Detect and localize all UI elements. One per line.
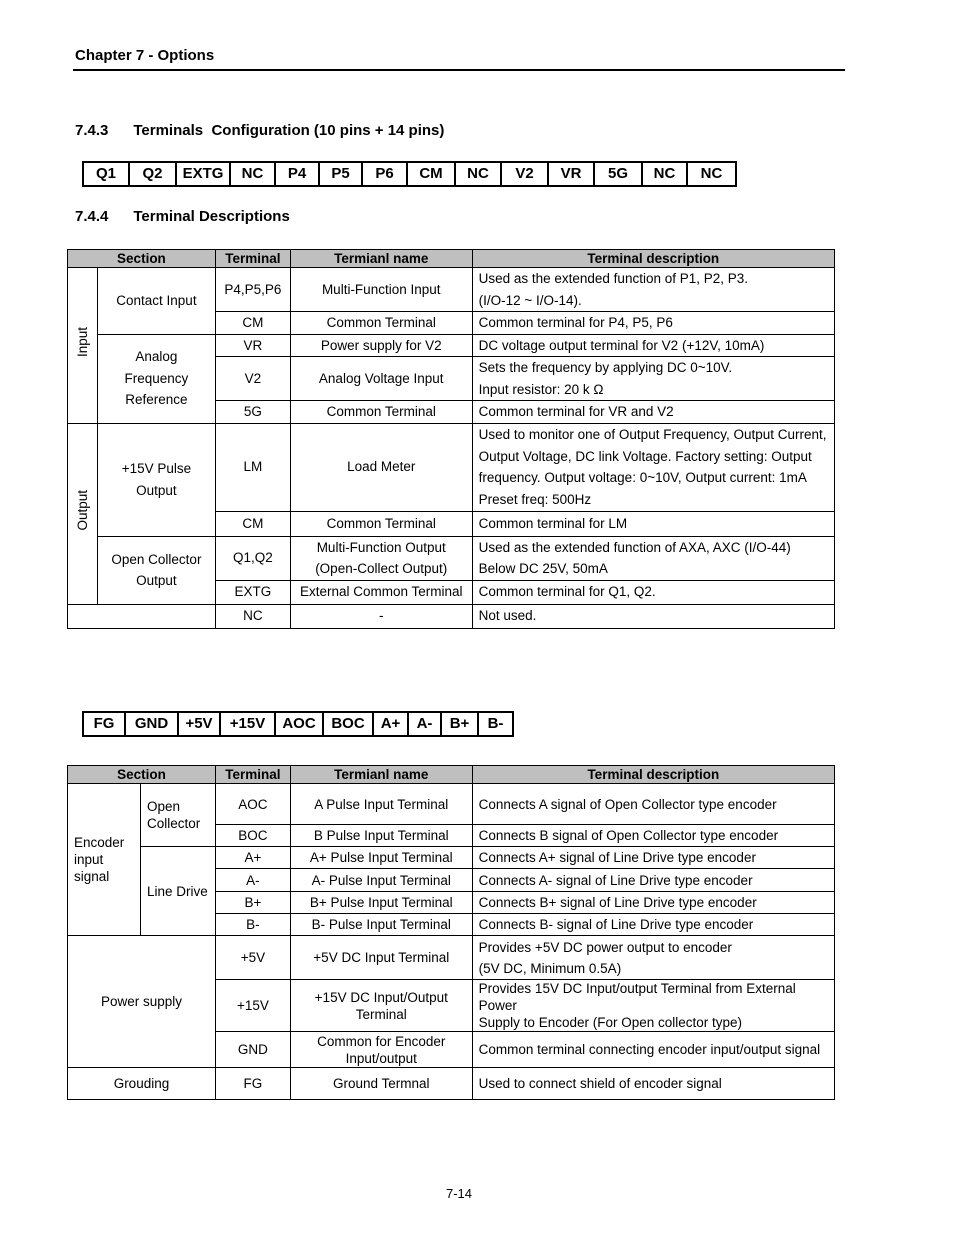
terminal-cell: A- [215, 869, 290, 892]
group-input: Input [68, 268, 98, 424]
terminal-cell: P4,P5,P6 [215, 268, 290, 312]
group-power-supply: Power supply [68, 936, 216, 1068]
pin-label: BOC [324, 713, 374, 735]
header-section: Section [68, 250, 216, 268]
subgroup-analog-frequency-reference: Analog Frequency Reference [97, 334, 215, 423]
empty-section-cell [68, 604, 216, 628]
pin-label: A- [409, 713, 442, 735]
pin-label: Q2 [130, 163, 177, 185]
pin-label: NC [231, 163, 276, 185]
table-row [68, 936, 835, 980]
page-number: 7-14 [445, 1186, 473, 1201]
terminal-name-cell: Common Terminal [290, 312, 472, 335]
table-header-row [68, 766, 835, 784]
table-row [68, 268, 835, 312]
terminal-desc-cell: Connects A signal of Open Collector type encoder [472, 784, 834, 825]
terminal-cell: +15V [215, 980, 290, 1032]
terminal-cell: GND [215, 1032, 290, 1068]
header-rule [73, 69, 845, 71]
pin-strip-14 [82, 161, 737, 187]
group-grounding: Grouding [68, 1068, 216, 1100]
terminal-name-cell: Common Terminal [290, 401, 472, 424]
terminal-cell: LM [215, 423, 290, 511]
terminal-name-cell: +15V DC Input/Output Terminal [290, 980, 472, 1032]
terminal-cell: BOC [215, 825, 290, 847]
terminal-desc-cell: Provides +5V DC power output to encoder (5V DC, Minimum 0.5A) [472, 936, 834, 980]
header-section: Section [68, 766, 216, 784]
terminal-cell: CM [215, 511, 290, 536]
section-title-terminal-descriptions: 7.4.4 Terminal Descriptions [75, 208, 290, 225]
terminal-desc-cell: Connects B- signal of Line Drive type encoder [472, 914, 834, 936]
pin-label: AOC [276, 713, 324, 735]
header-terminal-name: Termianl name [290, 250, 472, 268]
terminal-cell: 5G [215, 401, 290, 424]
header-terminal-description: Terminal description [472, 766, 834, 784]
terminal-cell: NC [215, 604, 290, 628]
terminal-desc-cell: Connects A- signal of Line Drive type encoder [472, 869, 834, 892]
pin-label: NC [643, 163, 688, 185]
terminal-desc-cell: Common terminal for Q1, Q2. [472, 580, 834, 604]
terminal-name-cell: Analog Voltage Input [290, 357, 472, 401]
terminal-name-cell: +5V DC Input Terminal [290, 936, 472, 980]
terminal-name-cell: External Common Terminal [290, 580, 472, 604]
subgroup-open-collector-output: Open Collector Output [97, 536, 215, 604]
terminal-name-cell: B Pulse Input Terminal [290, 825, 472, 847]
pin-strip-10 [82, 711, 514, 737]
header-terminal: Terminal [215, 250, 290, 268]
pin-label: P5 [320, 163, 363, 185]
table-row [68, 847, 835, 869]
table-header-row [68, 250, 835, 268]
terminal-name-cell: Ground Termnal [290, 1068, 472, 1100]
terminal-cell: EXTG [215, 580, 290, 604]
terminal-desc-cell: Common terminal connecting encoder input/output signal [472, 1032, 834, 1068]
terminal-desc-cell: DC voltage output terminal for V2 (+12V, 10mA) [472, 334, 834, 357]
table-row [68, 423, 835, 511]
pin-label: EXTG [177, 163, 231, 185]
pin-label: 5G [595, 163, 643, 185]
terminal-name-cell: Power supply for V2 [290, 334, 472, 357]
terminal-desc-cell: Connects B signal of Open Collector type encoder [472, 825, 834, 847]
table-row [68, 1068, 835, 1100]
terminal-desc-cell: Used as the extended function of AXA, AXC (I/O-44) Below DC 25V, 50mA [472, 536, 834, 580]
header-terminal-name: Termianl name [290, 766, 472, 784]
pin-label: Q1 [84, 163, 130, 185]
chapter-header: Chapter 7 - Options [75, 47, 215, 64]
pin-label: +15V [221, 713, 276, 735]
terminal-name-cell: B- Pulse Input Terminal [290, 914, 472, 936]
terminal-description-table-1 [67, 249, 835, 629]
terminal-desc-cell: Common terminal for VR and V2 [472, 401, 834, 424]
terminal-cell: B+ [215, 892, 290, 914]
table-row [68, 604, 835, 628]
terminal-cell: Q1,Q2 [215, 536, 290, 580]
terminal-cell: V2 [215, 357, 290, 401]
table-row [68, 784, 835, 825]
subgroup-open-collector: Open Collector [140, 784, 215, 847]
pin-label: VR [549, 163, 595, 185]
pin-label: GND [126, 713, 179, 735]
terminal-name-cell: Common for Encoder Input/output [290, 1032, 472, 1068]
group-output: Output [68, 423, 98, 604]
terminal-desc-cell: Used to monitor one of Output Frequency, Output Current, Output Voltage, DC link Voltage. Factory setting: Output frequency. Output voltage: 0~10V, Output current: 1mA Preset freq: 500Hz [472, 423, 834, 511]
pin-label: P6 [363, 163, 408, 185]
section-title-terminal-config: 7.4.3 Terminals Configuration (10 pins + 14 pins) [75, 122, 445, 139]
pin-label: V2 [502, 163, 549, 185]
terminal-name-cell: Load Meter [290, 423, 472, 511]
pin-label: CM [408, 163, 456, 185]
table-row [68, 536, 835, 580]
terminal-name-cell: A- Pulse Input Terminal [290, 869, 472, 892]
header-terminal: Terminal [215, 766, 290, 784]
terminal-name-cell: - [290, 604, 472, 628]
terminal-desc-cell: Used to connect shield of encoder signal [472, 1068, 834, 1100]
terminal-desc-cell: Not used. [472, 604, 834, 628]
terminal-name-cell: A+ Pulse Input Terminal [290, 847, 472, 869]
terminal-cell: A+ [215, 847, 290, 869]
terminal-desc-cell: Connects B+ signal of Line Drive type encoder [472, 892, 834, 914]
pin-label: NC [456, 163, 502, 185]
terminal-cell: FG [215, 1068, 290, 1100]
subgroup-pulse-output: +15V Pulse Output [97, 423, 215, 536]
terminal-cell: CM [215, 312, 290, 335]
subgroup-line-drive: Line Drive [140, 847, 215, 936]
terminal-name-cell: A Pulse Input Terminal [290, 784, 472, 825]
header-terminal-description: Terminal description [472, 250, 834, 268]
terminal-cell: VR [215, 334, 290, 357]
pin-label: B+ [442, 713, 479, 735]
terminal-desc-cell: Used as the extended function of P1, P2, P3. (I/O-12 ~ I/O-14). [472, 268, 834, 312]
terminal-name-cell: B+ Pulse Input Terminal [290, 892, 472, 914]
pin-label: A+ [374, 713, 409, 735]
terminal-name-cell: Common Terminal [290, 511, 472, 536]
table-row [68, 334, 835, 357]
terminal-name-cell: Multi-Function Input [290, 268, 472, 312]
pin-label: FG [84, 713, 126, 735]
terminal-desc-cell: Common terminal for LM [472, 511, 834, 536]
terminal-cell: B- [215, 914, 290, 936]
terminal-desc-cell: Connects A+ signal of Line Drive type encoder [472, 847, 834, 869]
pin-label: NC [688, 163, 737, 185]
terminal-desc-cell: Common terminal for P4, P5, P6 [472, 312, 834, 335]
terminal-cell: AOC [215, 784, 290, 825]
terminal-desc-cell: Provides 15V DC Input/output Terminal from External Power Supply to Encoder (For Open collector type) [472, 980, 834, 1032]
terminal-description-table-2 [67, 765, 835, 1100]
group-encoder-input-signal: Encoder input signal [68, 784, 141, 936]
pin-label: B- [479, 713, 514, 735]
terminal-desc-cell: Sets the frequency by applying DC 0~10V. Input resistor: 20 k Ω [472, 357, 834, 401]
terminal-cell: +5V [215, 936, 290, 980]
subgroup-contact-input: Contact Input [97, 268, 215, 335]
pin-label: +5V [179, 713, 221, 735]
terminal-name-cell: Multi-Function Output (Open-Collect Output) [290, 536, 472, 580]
pin-label: P4 [276, 163, 320, 185]
